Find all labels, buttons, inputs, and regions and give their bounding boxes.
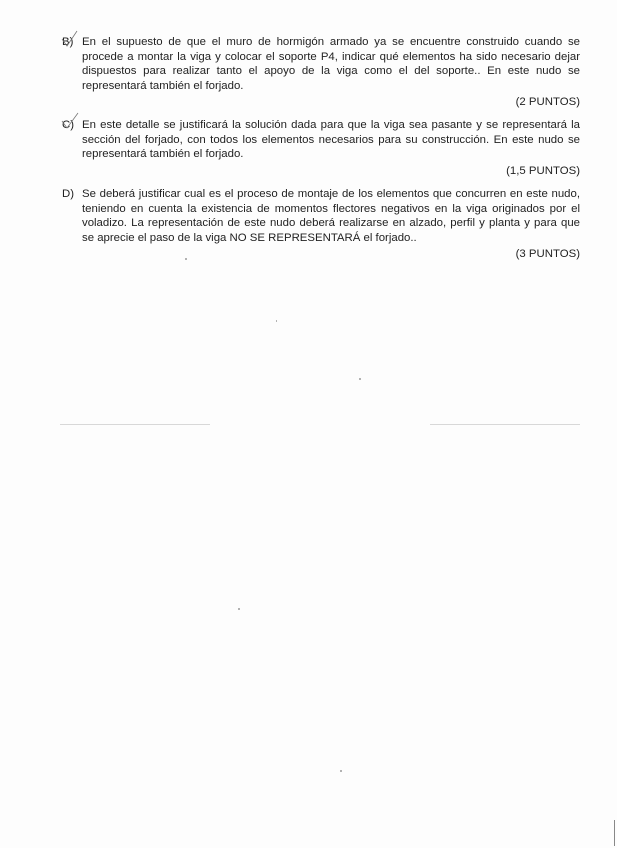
question-b-letter: B) bbox=[62, 35, 82, 50]
question-c-points: (1,5 PUNTOS) bbox=[506, 164, 580, 177]
question-c-text: En este detalle se justificará la solución dada para que la viga sea pasante y se representará la sección del forjado, con todos los elementos necesarios para su construcción. En este nudo se representará también el forjado. bbox=[82, 119, 580, 161]
handwritten-tick-icon bbox=[60, 112, 80, 134]
scan-speck bbox=[359, 378, 361, 380]
scan-speck bbox=[340, 770, 342, 772]
scan-line bbox=[430, 424, 580, 425]
question-b bbox=[62, 35, 580, 110]
question-b-text: En el supuesto de que el muro de hormigón armado ya se encuentre construido cuando se procede a montar la viga y colocar el soporte P4, indicar qué elementos ha sido necesario dejar dispuestos para realizar tanto el apoyo de la viga como el del soporte.. En este nudo se representará también el forjado. bbox=[82, 36, 580, 92]
scan-speck bbox=[238, 608, 240, 610]
scan-speck bbox=[276, 320, 277, 322]
question-c-letter: C) bbox=[62, 118, 82, 133]
question-d-points: (3 PUNTOS) bbox=[515, 248, 580, 261]
question-d-text: Se deberá justificar cual es el proceso de montaje de los elementos que concurren en este nudo, teniendo en cuenta la existencia de momentos flectores negativos en la viga originados por el voladizo. La representación de este nudo deberá realizarse en alzado, perfil y planta y para que se aprecie el paso de la viga NO SE REPRESENTARÁ el forjado.. bbox=[82, 188, 580, 244]
scan-line bbox=[60, 424, 210, 425]
question-b-points: (2 PUNTOS) bbox=[515, 96, 580, 109]
scan-edge-mark bbox=[614, 820, 615, 846]
question-c bbox=[62, 118, 580, 178]
question-d-letter: D) bbox=[62, 188, 75, 200]
question-d bbox=[62, 187, 580, 262]
scan-speck bbox=[185, 258, 187, 260]
handwritten-tick-icon bbox=[60, 29, 80, 51]
